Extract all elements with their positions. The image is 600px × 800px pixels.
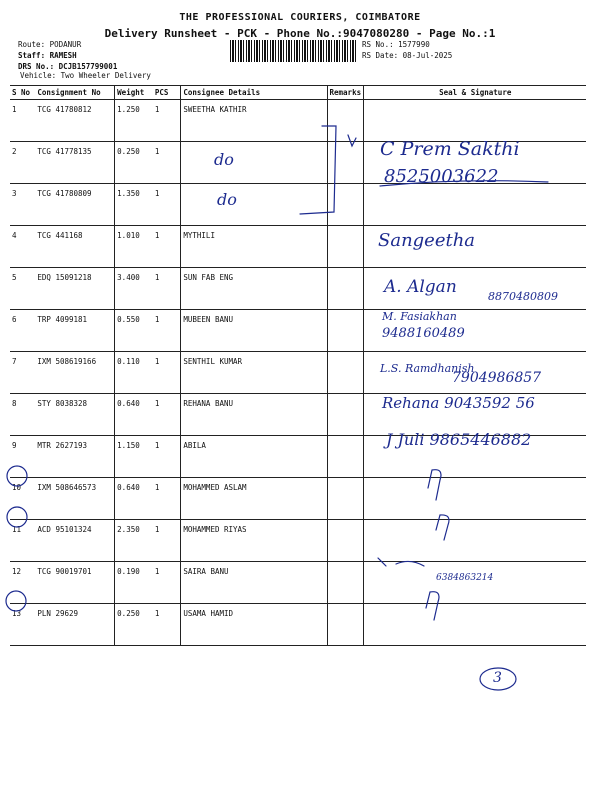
cell-sno: 13 xyxy=(10,604,35,646)
cell-pcs: 1 xyxy=(153,604,181,646)
cell-remarks xyxy=(327,394,364,436)
cell-consignee: MUBEEN BANU xyxy=(181,310,327,352)
cell-consignment: TCG 41780809 xyxy=(35,184,114,226)
cell-signature xyxy=(364,478,586,520)
cell-pcs: 1 xyxy=(153,268,181,310)
rs-number: RS No.: 1577990 xyxy=(362,40,430,49)
cell-pcs: 1 xyxy=(153,184,181,226)
cell-sno: 2 xyxy=(10,142,35,184)
staff-label: Staff: RAMESH xyxy=(18,51,77,60)
drs-label: DRS No.: DCJB157799001 xyxy=(18,62,118,71)
cell-consignee xyxy=(181,142,327,184)
cell-pcs: 1 xyxy=(153,478,181,520)
cell-signature xyxy=(364,520,586,562)
cell-sno: 8 xyxy=(10,394,35,436)
cell-remarks xyxy=(327,142,364,184)
table-row xyxy=(10,520,586,562)
cell-weight: 0.190 xyxy=(115,562,153,604)
cell-pcs: 1 xyxy=(153,226,181,268)
company-title: THE PROFESSIONAL COURIERS, COIMBATORE xyxy=(179,12,421,23)
cell-consignment: TCG 41778135 xyxy=(35,142,114,184)
col-pcs: PCS xyxy=(153,86,181,100)
cell-weight: 0.250 xyxy=(115,604,153,646)
cell-sno: 4 xyxy=(10,226,35,268)
runsheet-table xyxy=(10,85,586,646)
hw-sig-12-phone: 6384863214 xyxy=(436,573,494,583)
cell-remarks xyxy=(327,436,364,478)
hw-sig-6-name: M. Fasiakhan xyxy=(382,310,457,323)
cell-pcs: 1 xyxy=(153,436,181,478)
cell-consignment: ACD 95101324 xyxy=(35,520,114,562)
cell-remarks xyxy=(327,604,364,646)
table-row xyxy=(10,184,586,226)
hw-sig-5-phone: 8870480809 xyxy=(488,290,558,303)
cell-consignment: IXM 508646573 xyxy=(35,478,114,520)
cell-weight: 0.250 xyxy=(115,142,153,184)
table-row xyxy=(10,478,586,520)
route-label: Route: PODANUR xyxy=(18,40,82,49)
cell-sno: 9 xyxy=(10,436,35,478)
cell-consignee: SENTHIL KUMAR xyxy=(181,352,327,394)
cell-consignment: MTR 2627193 xyxy=(35,436,114,478)
cell-consignee: SUN FAB ENG xyxy=(181,268,327,310)
cell-consignee: MOHAMMED ASLAM xyxy=(181,478,327,520)
cell-pcs: 1 xyxy=(153,100,181,142)
hw-sig-8: Rehana 9043592 56 xyxy=(382,394,535,412)
cell-consignment: STY 8038328 xyxy=(35,394,114,436)
col-sno: S No xyxy=(10,86,35,100)
runsheet-title: Delivery Runsheet - PCK - Phone No.:9047080280 - Page No.:1 xyxy=(104,27,496,40)
cell-consignee xyxy=(181,184,327,226)
table-row xyxy=(10,562,586,604)
cell-consignment: TCG 441168 xyxy=(35,226,114,268)
hw-sig-7-name: L.S. Ramdhanish xyxy=(380,362,475,375)
route-info xyxy=(18,39,117,72)
cell-consignee: SWEETHA KATHIR xyxy=(181,100,327,142)
cell-pcs: 1 xyxy=(153,520,181,562)
cell-remarks xyxy=(327,352,364,394)
cell-pcs: 1 xyxy=(153,352,181,394)
cell-weight: 0.110 xyxy=(115,352,153,394)
hw-sig-2: C Prem Sakthi xyxy=(380,138,520,160)
cell-sno: 3 xyxy=(10,184,35,226)
cell-sno: 6 xyxy=(10,310,35,352)
cell-sno: 7 xyxy=(10,352,35,394)
cell-remarks xyxy=(327,226,364,268)
cell-pcs: 1 xyxy=(153,562,181,604)
cell-sno: 11 xyxy=(10,520,35,562)
cell-consignment: EDQ 15091218 xyxy=(35,268,114,310)
cell-pcs: 1 xyxy=(153,310,181,352)
hw-sig-6-phone: 9488160489 xyxy=(382,326,465,341)
rs-date: RS Date: 08-Jul-2025 xyxy=(362,51,453,60)
table-row xyxy=(10,604,586,646)
cell-signature xyxy=(364,100,586,142)
cell-sno: 12 xyxy=(10,562,35,604)
table-row xyxy=(10,226,586,268)
barcode xyxy=(230,40,356,62)
hw-do-2: do xyxy=(217,190,237,209)
cell-signature xyxy=(364,604,586,646)
hw-page-mark: 3 xyxy=(493,670,502,686)
hw-sig-9: J Juli 9865446882 xyxy=(386,430,532,449)
hw-sig-3: 8525003622 xyxy=(384,166,499,187)
cell-remarks xyxy=(327,100,364,142)
table-row xyxy=(10,100,586,142)
cell-consignment: PLN 29629 xyxy=(35,604,114,646)
cell-consignee: MYTHILI xyxy=(181,226,327,268)
cell-remarks xyxy=(327,520,364,562)
cell-consignee: ABILA xyxy=(181,436,327,478)
cell-pcs: 1 xyxy=(153,142,181,184)
cell-sno: 1 xyxy=(10,100,35,142)
rs-info xyxy=(362,39,452,61)
cell-weight: 1.250 xyxy=(115,100,153,142)
col-consignment: Consignment No xyxy=(35,86,114,100)
table-row xyxy=(10,268,586,310)
hw-sig-7-phone: 7904986857 xyxy=(452,370,542,386)
cell-consignment: TCG 90019701 xyxy=(35,562,114,604)
cell-remarks xyxy=(327,268,364,310)
cell-sno: 10 xyxy=(10,478,35,520)
cell-consignee: SAIRA BANU xyxy=(181,562,327,604)
hw-sig-4: Sangeetha xyxy=(378,230,476,251)
cell-weight: 2.350 xyxy=(115,520,153,562)
cell-consignment: TCG 41780812 xyxy=(35,100,114,142)
col-signature: Seal & Signature xyxy=(364,86,586,100)
hw-do-1: do xyxy=(214,150,234,169)
cell-sno: 5 xyxy=(10,268,35,310)
cell-remarks xyxy=(327,310,364,352)
table-row xyxy=(10,310,586,352)
cell-weight: 1.150 xyxy=(115,436,153,478)
cell-weight: 0.640 xyxy=(115,394,153,436)
col-remarks: Remarks xyxy=(327,86,364,100)
cell-remarks xyxy=(327,184,364,226)
col-consignee: Consignee Details xyxy=(181,86,327,100)
vehicle-label: Vehicle: Two Wheeler Delivery xyxy=(20,71,151,80)
cell-weight: 0.550 xyxy=(115,310,153,352)
cell-signature xyxy=(364,184,586,226)
cell-remarks xyxy=(327,478,364,520)
cell-consignment: IXM 508619166 xyxy=(35,352,114,394)
col-weight: Weight xyxy=(115,86,153,100)
cell-consignee: USAMA HAMID xyxy=(181,604,327,646)
cell-consignment: TRP 4099181 xyxy=(35,310,114,352)
cell-weight: 0.640 xyxy=(115,478,153,520)
hw-sig-5-name: A. Algan xyxy=(384,277,457,297)
cell-consignee: MOHAMMED RIYAS xyxy=(181,520,327,562)
cell-weight: 1.350 xyxy=(115,184,153,226)
table-header-row xyxy=(10,86,586,100)
cell-pcs: 1 xyxy=(153,394,181,436)
cell-weight: 3.400 xyxy=(115,268,153,310)
cell-weight: 1.010 xyxy=(115,226,153,268)
cell-consignee: REHANA BANU xyxy=(181,394,327,436)
cell-remarks xyxy=(327,562,364,604)
